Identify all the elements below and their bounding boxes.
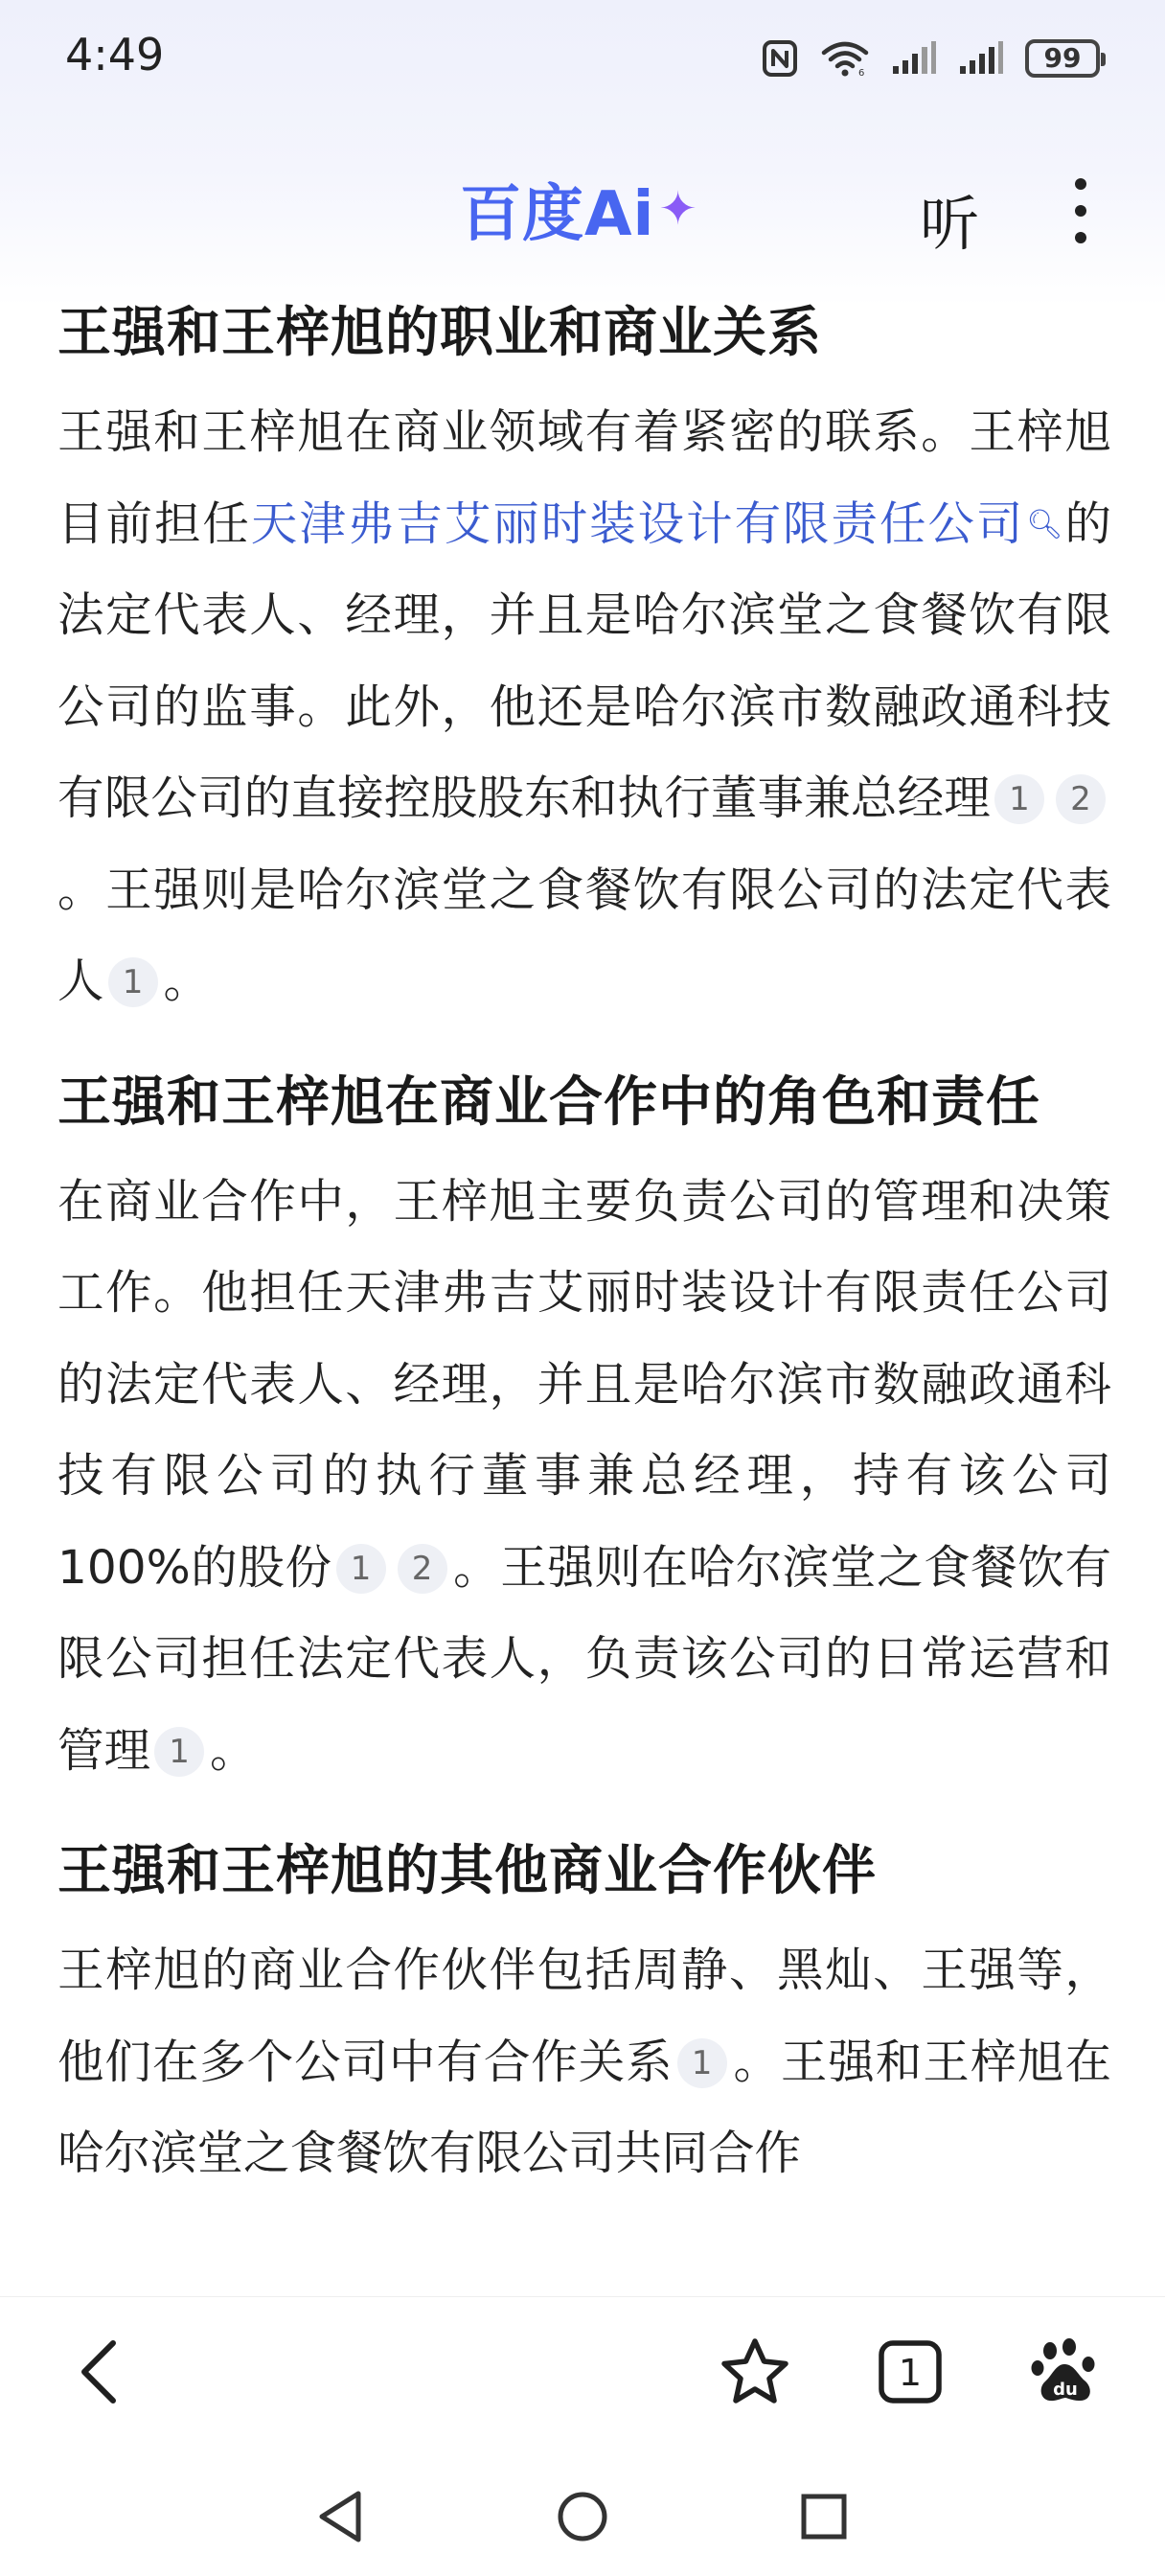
answer-content <box>57 288 1111 2296</box>
company-link[interactable] <box>251 497 1065 551</box>
status-icons <box>761 34 1100 82</box>
signal-icon <box>891 41 937 76</box>
paragraph-text: 。 <box>163 954 211 1008</box>
more-vertical-icon[interactable] <box>1058 172 1104 249</box>
citation-badge[interactable]: 1 <box>154 1727 204 1777</box>
paragraph-text: 王梓旭的商业合作伙伴包括周静、黑灿、王强等，他们在多个公司中有合作关系 <box>57 1944 1111 2089</box>
nav-recents-icon[interactable] <box>786 2478 862 2555</box>
logo-text: 百度Ai <box>460 179 655 250</box>
paragraph-text: 。王强和王梓旭在哈尔滨堂之食餐饮有限公司共同合作 <box>57 2035 1111 2180</box>
paragraph-text: 。王强则在哈尔滨堂之食餐饮有限公司担任法定代表人，负责该公司的日常运营和管理 <box>57 1540 1111 1778</box>
paragraph-text: 王强和王梓旭在商业领域有着紧密的联系。王梓旭目前担任 <box>57 405 1111 551</box>
citation-badge[interactable]: 1 <box>994 774 1044 824</box>
citation-badge[interactable]: 1 <box>336 1544 386 1594</box>
tab-count: 1 <box>898 2352 923 2394</box>
status-bar <box>0 0 1165 119</box>
battery-icon: 99 <box>1025 39 1100 78</box>
svg-text:6: 6 <box>858 68 865 78</box>
nfc-icon <box>761 39 799 78</box>
app-header <box>0 163 1165 259</box>
system-nav-bar <box>0 2450 1165 2576</box>
company-link-text: 天津弗吉艾丽时装设计有限责任公司 <box>250 496 1025 551</box>
back-arrow-icon[interactable] <box>54 2326 146 2418</box>
paragraph-text: 在商业合作中，王梓旭主要负责公司的管理和决策工作。他担任天津弗吉艾丽时装设计有限责任公司的法定代表人、经理，并且是哈尔滨市数融政通科技有限公司的执行董事兼总经理，持有该公司100%的股份 <box>57 1174 1111 1595</box>
section-heading: 王强和王梓旭的其他商业合作伙伴 <box>57 1840 877 1902</box>
signal-icon <box>958 41 1004 76</box>
section-heading: 王强和王梓旭在商业合作中的角色和责任 <box>57 1070 1040 1134</box>
paragraph-text: 。王强则是哈尔滨堂之食餐饮有限公司的法定代表人 <box>57 862 1111 1008</box>
section-heading: 王强和王梓旭的职业和商业关系 <box>57 302 822 364</box>
nav-home-icon[interactable] <box>544 2478 621 2555</box>
section-paragraph <box>57 387 1111 1028</box>
section-paragraph <box>57 1157 1111 1798</box>
star-icon[interactable] <box>709 2326 801 2418</box>
citation-badge[interactable]: 2 <box>398 1544 447 1594</box>
citation-badge[interactable]: 1 <box>677 2038 727 2088</box>
svg-text:du: du <box>1053 2380 1078 2400</box>
citation-badge[interactable]: 2 <box>1056 774 1106 824</box>
listen-button[interactable]: 听 <box>920 176 979 262</box>
section-partners <box>57 1826 1111 2200</box>
paragraph-text: 的法定代表人、经理，并且是哈尔滨堂之食餐饮有限公司的监事。此外，他还是哈尔滨市数融政通科技有限公司的直接控股股东和执行董事兼总经理 <box>57 496 1111 825</box>
wifi-icon <box>820 39 870 78</box>
citation-badge[interactable]: 1 <box>108 957 158 1007</box>
baidu-paw-icon[interactable] <box>1019 2326 1111 2418</box>
status-time: 4:49 <box>65 29 165 80</box>
tabs-icon[interactable] <box>864 2326 956 2418</box>
section-roles <box>57 1057 1111 1798</box>
paragraph-text: 。 <box>210 1723 257 1778</box>
baidu-ai-logo <box>460 171 698 250</box>
section-relationship <box>57 288 1111 1028</box>
section-paragraph <box>57 1925 1111 2200</box>
bottom-toolbar <box>0 2296 1165 2450</box>
sparkle-icon: ✦ <box>658 182 698 236</box>
search-icon: 🔍︎ <box>1026 507 1065 541</box>
nav-back-icon[interactable] <box>303 2478 379 2555</box>
